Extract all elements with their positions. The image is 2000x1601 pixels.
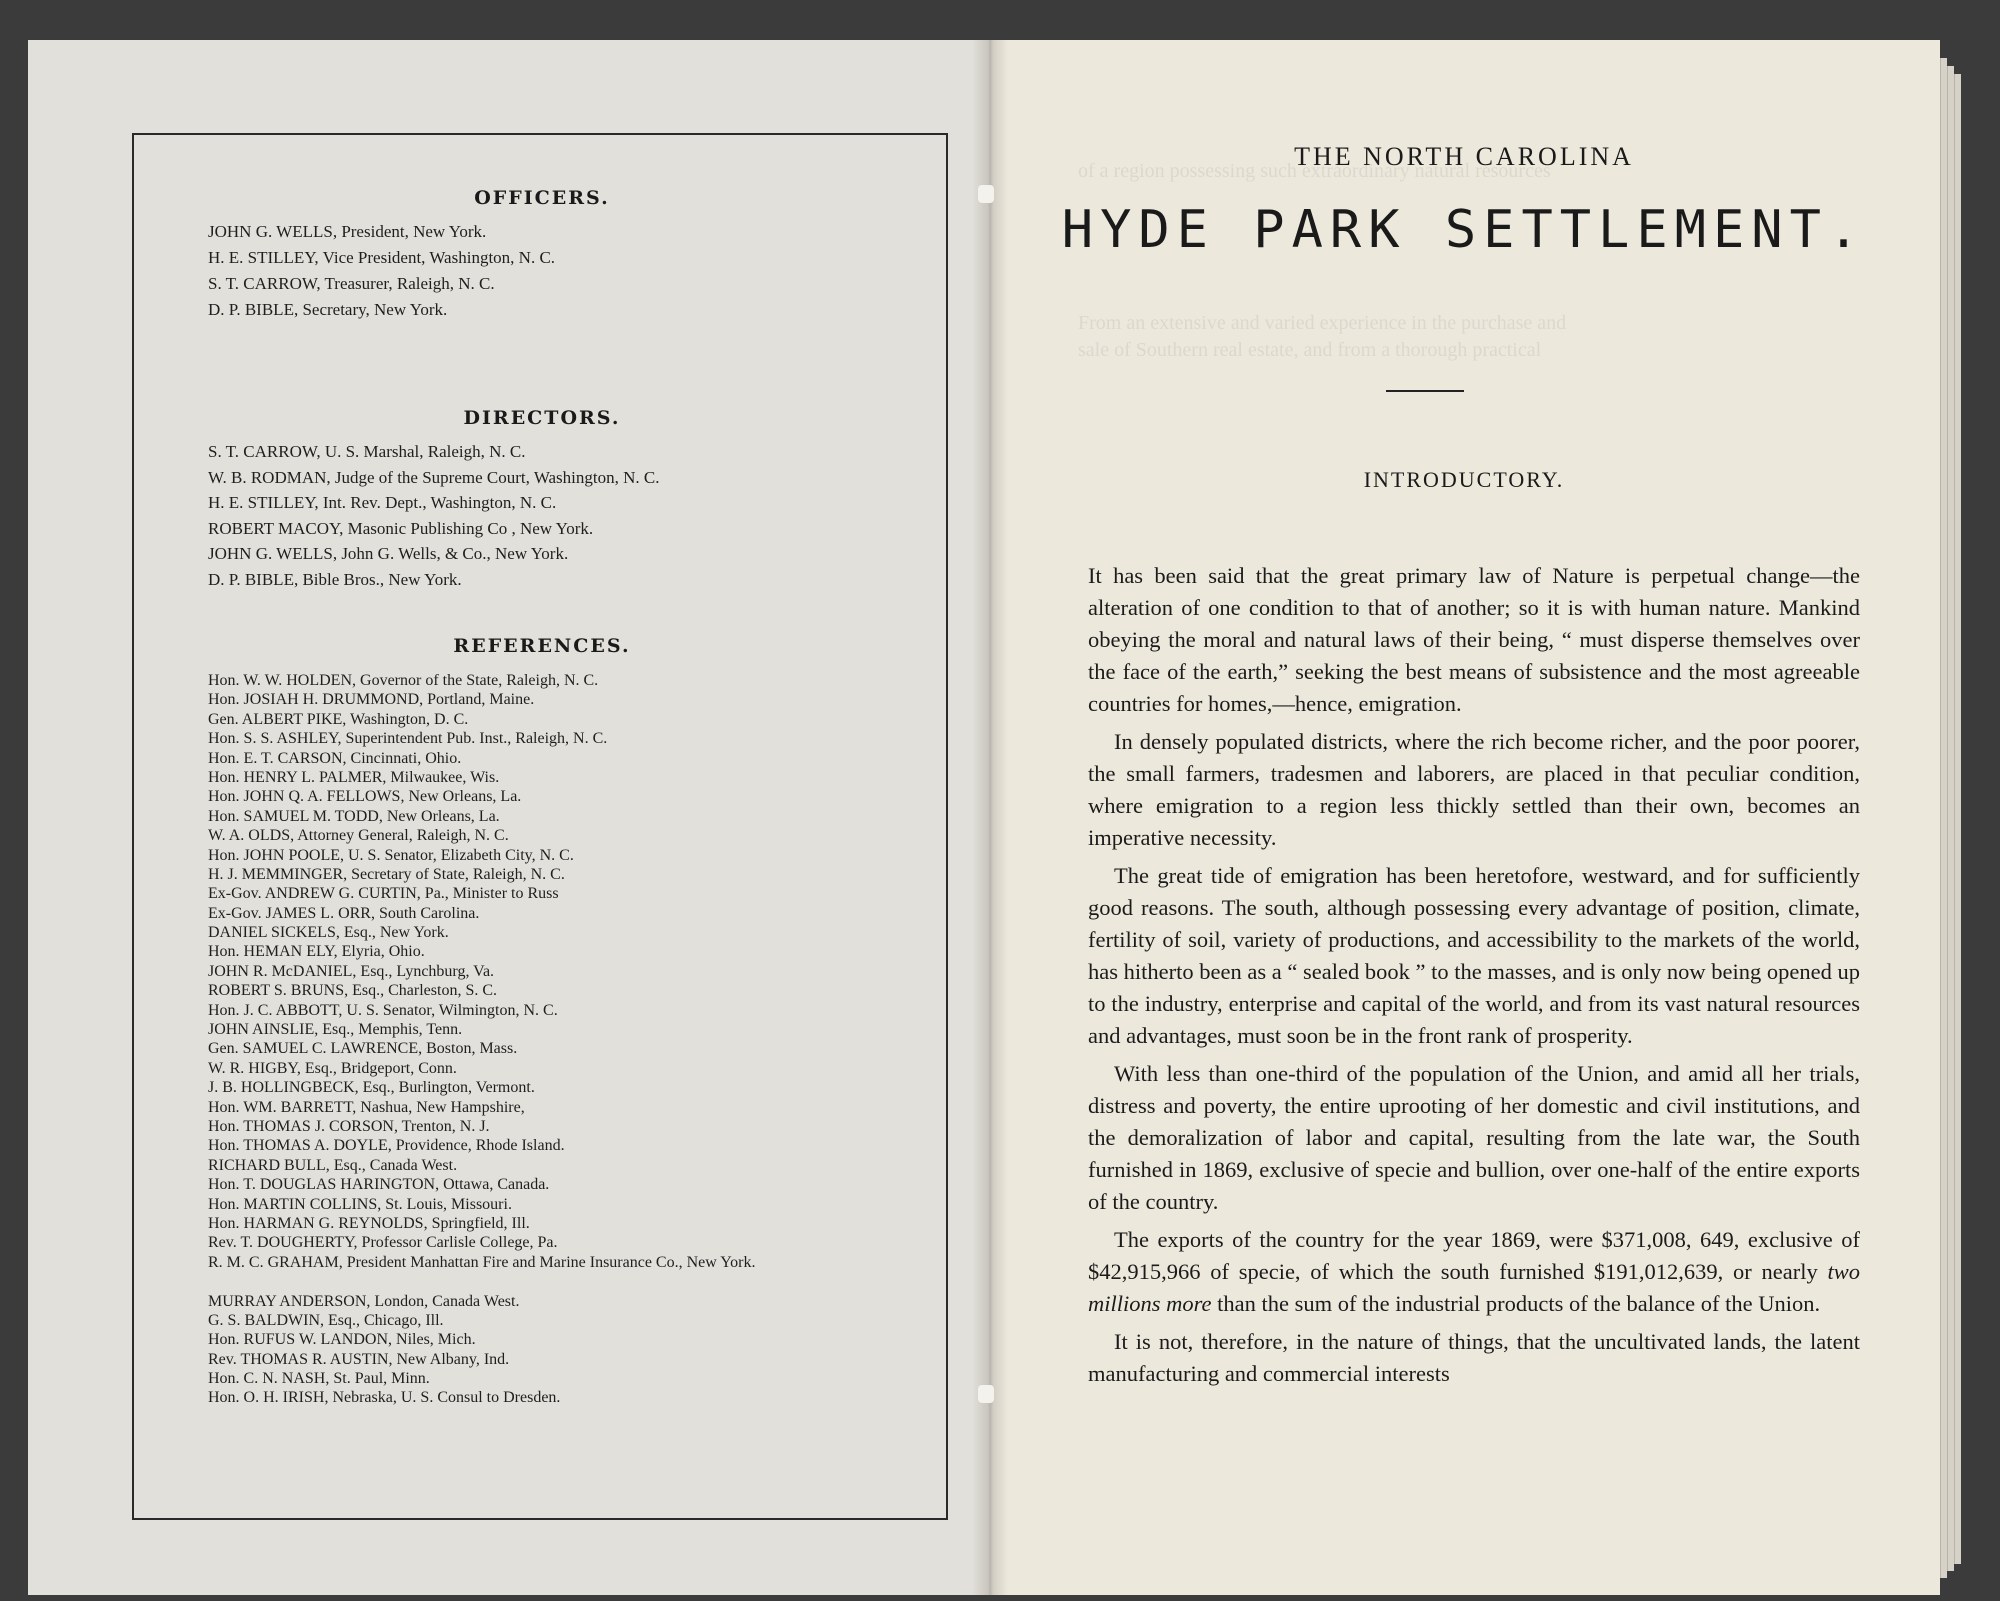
reference-entry: JOHN R. McDANIEL, Esq., Lynchburg, Va. bbox=[208, 962, 495, 980]
bleed-through-text: of a region possessing such extraordinary natural resources bbox=[1078, 160, 1551, 182]
reference-entry: Hon. THOMAS A. DOYLE, Providence, Rhode Island. bbox=[208, 1137, 565, 1155]
paragraph: The great tide of emigration has been heretofore, westward, and for sufficiently good reasons. The south, although possessing every advantage of position, climate, fertility of soil, variety of productions, and accessibility to the markets of the world, has hitherto been as a “ sealed book ” to the masses, and is only now being opened up to the industry, enterprise and capital of the world, and from its vast natural resources and advantages, must soon be in the front rank of prosperity. bbox=[1088, 863, 1860, 1048]
exports-emphasis: two millions more bbox=[1088, 1259, 1860, 1316]
right-page bbox=[988, 40, 1940, 1595]
title-rule bbox=[1386, 390, 1464, 392]
binding-stitch bbox=[978, 1385, 994, 1403]
reference-entry: JOHN AINSLIE, Esq., Memphis, Tenn. bbox=[208, 1021, 463, 1039]
officer-entry: H. E. STILLEY, Vice President, Washington, N. C. bbox=[208, 248, 556, 267]
reference-entry: Hon. HENRY L. PALMER, Milwaukee, Wis. bbox=[208, 768, 500, 786]
officers-list bbox=[208, 219, 555, 323]
reference-entry: Hon. JOSIAH H. DRUMMOND, Portland, Maine. bbox=[208, 691, 535, 709]
directors-list bbox=[208, 439, 659, 592]
reference-entry: W. R. HIGBY, Esq., Bridgeport, Conn. bbox=[208, 1059, 457, 1077]
reference-entry: Hon. C. N. NASH, St. Paul, Minn. bbox=[208, 1370, 430, 1388]
book-gutter bbox=[972, 40, 1008, 1595]
director-entry: ROBERT MACOY, Masonic Publishing Co , New York. bbox=[208, 518, 594, 538]
reference-entry: J. B. HOLLINGBECK, Esq., Burlington, Vermont. bbox=[208, 1079, 535, 1097]
reference-entry: ROBERT S. BRUNS, Esq., Charleston, S. C. bbox=[208, 982, 498, 1000]
paragraph: It has been said that the great primary law of Nature is perpetual change—the alteration of one condition to that of another; so it is with human nature. Mankind obeying the moral and natural laws of their being, “ must disperse themselves over the face of the earth,” seeking the best means of subsistence and the most agreeable countries for homes,—hence, emigration. bbox=[1088, 563, 1860, 716]
page-edge bbox=[1947, 66, 1954, 1571]
reference-entry: Rev. T. DOUGHERTY, Professor Carlisle College, Pa. bbox=[208, 1234, 558, 1252]
paragraph-exports bbox=[1088, 1224, 1860, 1320]
director-entry: JOHN G. WELLS, John G. Wells, & Co., New York. bbox=[208, 544, 569, 563]
reference-entry: Hon. J. C. ABBOTT, U. S. Senator, Wilmington, N. C. bbox=[208, 1001, 558, 1019]
paragraph: In densely populated districts, where the rich become richer, and the poor poorer, the small farmers, tradesmen and laborers, are placed in that peculiar condition, where emigration to a region less thickly settled than their own, becomes an imperative necessity. bbox=[1088, 729, 1860, 850]
reference-entry: Hon. HARMAN G. REYNOLDS, Springfield, Ill. bbox=[208, 1214, 530, 1232]
reference-entry: Hon. E. T. CARSON, Cincinnati, Ohio. bbox=[208, 749, 462, 767]
page-edge bbox=[1954, 74, 1961, 1564]
officer-entry: JOHN G. WELLS, President, New York. bbox=[208, 222, 487, 241]
directors-heading: DIRECTORS. bbox=[463, 407, 621, 429]
exports-text-before: The exports of the country for the year 1869, were $371,008, 649, exclusive of $42,915,966 of specie, of which the south furnished $191,012,639, or nearly bbox=[1088, 1227, 1860, 1284]
reference-entry: Ex-Gov. JAMES L. ORR, South Carolina. bbox=[208, 904, 480, 922]
references-heading: REFERENCES. bbox=[453, 635, 631, 657]
reference-entry: Ex-Gov. ANDREW G. CURTIN, Pa., Minister to Russ bbox=[208, 885, 559, 903]
reference-entry: DANIEL SICKELS, Esq., New York. bbox=[208, 924, 449, 942]
officer-entry: D. P. BIBLE, Secretary, New York. bbox=[208, 300, 448, 319]
reference-entry: Hon. WM. BARRETT, Nashua, New Hampshire, bbox=[208, 1098, 525, 1116]
page-title: HYDE PARK SETTLEMENT. bbox=[1061, 200, 1867, 260]
reference-entry: Hon. JOHN Q. A. FELLOWS, New Orleans, La. bbox=[208, 788, 522, 806]
references-list bbox=[208, 671, 928, 1408]
reference-entry: Hon. O. H. IRISH, Nebraska, U. S. Consul to Dresden. bbox=[208, 1389, 561, 1407]
paragraph: With less than one-third of the population of the Union, and amid all her trials, distress and poverty, the entire uprooting of her domestic and civil institutions, and the demoralization of labor and capital, resulting from the late war, the South furnished in 1869, exclusive of specie and bullion, over one-half of the entire exports of the country. bbox=[1088, 1061, 1860, 1214]
reference-entry: Hon. MARTIN COLLINS, St. Louis, Missouri. bbox=[208, 1195, 512, 1213]
bleed-through-text: From an extensive and varied experience in the purchase and bbox=[1078, 312, 1567, 334]
binding-stitch bbox=[978, 185, 994, 203]
reference-entry: Hon. HEMAN ELY, Elyria, Ohio. bbox=[208, 943, 425, 961]
reference-entry: MURRAY ANDERSON, London, Canada West. bbox=[208, 1292, 520, 1310]
director-entry: H. E. STILLEY, Int. Rev. Dept., Washington, N. C. bbox=[208, 493, 557, 512]
bleed-through-text: sale of Southern real estate, and from a thorough practical bbox=[1078, 339, 1542, 361]
reference-entry: Hon. RUFUS W. LANDON, Niles, Mich. bbox=[208, 1331, 476, 1349]
reference-entry: Hon. SAMUEL M. TODD, New Orleans, La. bbox=[208, 807, 500, 825]
subtitle: THE NORTH CAROLINA bbox=[1294, 142, 1634, 171]
reference-entry: Hon. S. S. ASHLEY, Superintendent Pub. Inst., Raleigh, N. C. bbox=[208, 730, 608, 748]
reference-entry: Hon. T. DOUGLAS HARINGTON, Ottawa, Canada. bbox=[208, 1176, 550, 1194]
reference-entry: Hon. W. W. HOLDEN, Governor of the State, Raleigh, N. C. bbox=[208, 672, 599, 689]
officer-entry: S. T. CARROW, Treasurer, Raleigh, N. C. bbox=[208, 274, 495, 293]
body-text bbox=[1088, 560, 1860, 1396]
reference-entry: Hon. JOHN POOLE, U. S. Senator, Elizabeth City, N. C. bbox=[208, 846, 574, 864]
reference-entry: Gen. SAMUEL C. LAWRENCE, Boston, Mass. bbox=[208, 1040, 518, 1058]
reference-entry: RICHARD BULL, Esq., Canada West. bbox=[208, 1156, 458, 1174]
page-border-frame bbox=[132, 133, 948, 1520]
reference-entry: Rev. THOMAS R. AUSTIN, New Albany, Ind. bbox=[208, 1350, 510, 1368]
director-entry: D. P. BIBLE, Bible Bros., New York. bbox=[208, 569, 462, 589]
exports-text-after: than the sum of the industrial products of the balance of the Union. bbox=[1211, 1291, 1821, 1316]
page-edge bbox=[1940, 58, 1947, 1578]
director-entry: S. T. CARROW, U. S. Marshal, Raleigh, N. C. bbox=[208, 442, 526, 461]
reference-entry: Hon. THOMAS J. CORSON, Trenton, N. J. bbox=[208, 1117, 490, 1135]
officers-heading: OFFICERS. bbox=[474, 187, 610, 209]
section-heading: INTRODUCTORY. bbox=[1363, 467, 1565, 492]
left-page bbox=[28, 40, 988, 1595]
reference-entry: W. A. OLDS, Attorney General, Raleigh, N. C. bbox=[208, 827, 509, 845]
reference-entry: Gen. ALBERT PIKE, Washington, D. C. bbox=[208, 710, 469, 728]
reference-entry: H. J. MEMMINGER, Secretary of State, Raleigh, N. C. bbox=[208, 865, 565, 883]
reference-entry: G. S. BALDWIN, Esq., Chicago, Ill. bbox=[208, 1311, 444, 1329]
reference-entry: R. M. C. GRAHAM, President Manhattan Fire and Marine Insurance Co., New York. bbox=[208, 1253, 756, 1271]
director-entry: W. B. RODMAN, Judge of the Supreme Court, Washington, N. C. bbox=[208, 467, 660, 487]
paragraph: It is not, therefore, in the nature of things, that the uncultivated lands, the latent manufacturing and commercial interests bbox=[1088, 1329, 1860, 1386]
